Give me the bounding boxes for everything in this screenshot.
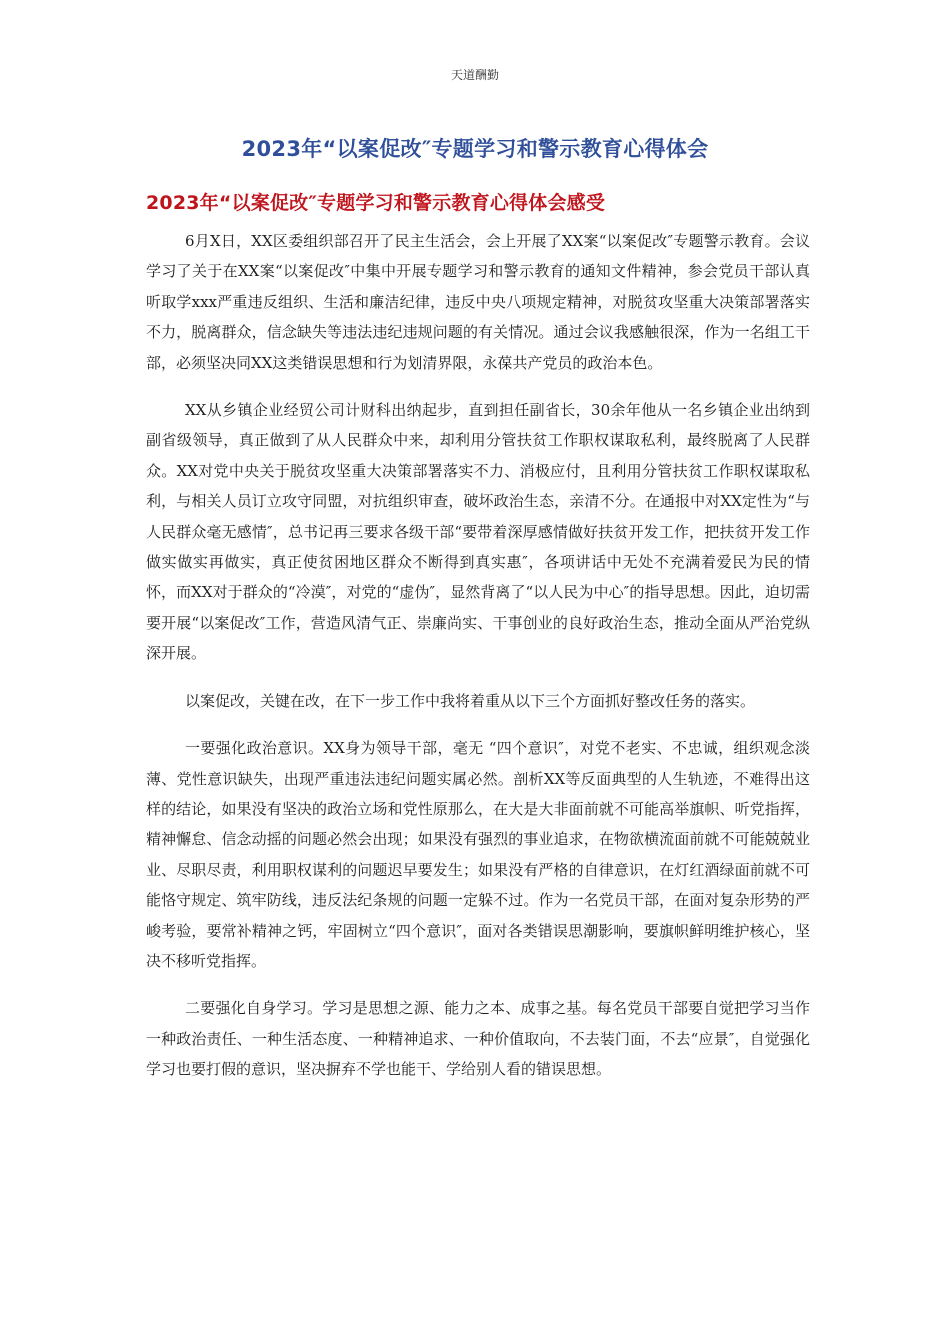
section-title: 2023年“以案促改″专题学习和警示教育心得体会感受 xyxy=(146,192,606,214)
paragraph-1: 6月X日，XX区委组织部召开了民主生活会，会上开展了XX案“以案促改″专题警示教育。会议学习了关于在XX案“以案促改″中集中开展专题学习和警示教育的通知文件精神，参会党员干部认真听取学xxx严重违反组织、生活和廉洁纪律，违反中央八项规定精神，对脱贫攻坚重大决策部署落实不力，脱离群众，信念缺失等违法违纪违规问题的有关情况。通过会议我感触很深，作为一名组工干部，必须坚决同XX这类错误思想和行为划清界限，永葆共产党员的政治本色。 xyxy=(146,232,810,372)
document-body xyxy=(146,226,810,1102)
page-header: 天道酬勤 xyxy=(450,68,499,82)
document-title: 2023年“以案促改″专题学习和警示教育心得体会 xyxy=(241,137,709,161)
paragraph-5: 二要强化自身学习。学习是思想之源、能力之本、成事之基。每名党员干部要自觉把学习当作一种政治责任、一种生活态度、一种精神追求、一种价值取向，不去装门面，不去“应景″，自觉强化学习也要打假的意识，坚决摒弃不学也能干、学给别人看的错误思想。 xyxy=(146,999,810,1079)
paragraph-2: XX从乡镇企业经贸公司计财科出纳起步，直到担任副省长，30余年他从一名乡镇企业出纳到副省级领导，真正做到了从人民群众中来，却利用分管扶贫工作职权谋取私利，最终脱离了人民群众。XX对党中央关于脱贫攻坚重大决策部署落实不力、消极应付，且利用分管扶贫工作职权谋取私利，与相关人员订立攻守同盟，对抗组织审查，破坏政治生态，亲清不分。在通报中对XX定性为“与人民群众毫无感情″，总书记再三要求各级干部“要带着深厚感情做好扶贫开发工作，把扶贫开发工作做实做实再做实，真正使贫困地区群众不断得到真实惠″，各项讲话中无处不充满着爱民为民的情怀，而XX对于群众的“冷漠″，对党的“虚伪″，显然背离了“以人民为中心″的指导思想。因此，迫切需要开展“以案促改″工作，营造风清气正、崇廉尚实、干事创业的良好政治生态，推动全面从严治党纵深开展。 xyxy=(146,401,810,663)
paragraph-4: 一要强化政治意识。XX身为领导干部，毫无 “四个意识″，对党不老实、不忠诚，组织观念淡薄、党性意识缺失，出现严重违法违纪问题实属必然。剖析XX等反面典型的人生轨迹，不难得出这样的结论，如果没有坚决的政治立场和党性原那么，在大是大非面前就不可能高举旗帜、听党指挥，精神懈怠、信念动摇的问题必然会出现；如果没有强烈的事业追求，在物欲横流面前就不可能兢兢业业、尽职尽责，利用职权谋利的问题迟早要发生；如果没有严格的自律意识，在灯红酒绿面前就不可能恪守规定、筑牢防线，违反法纪条规的问题一定躲不过。作为一名党员干部，在面对复杂形势的严峻考验，要常补精神之钙，牢固树立“四个意识″，面对各类错误思潮影响，要旗帜鲜明维护核心，坚决不移听党指挥。 xyxy=(146,739,810,970)
paragraph-3: 以案促改，关键在改，在下一步工作中我将着重从以下三个方面抓好整改任务的落实。 xyxy=(185,691,756,710)
